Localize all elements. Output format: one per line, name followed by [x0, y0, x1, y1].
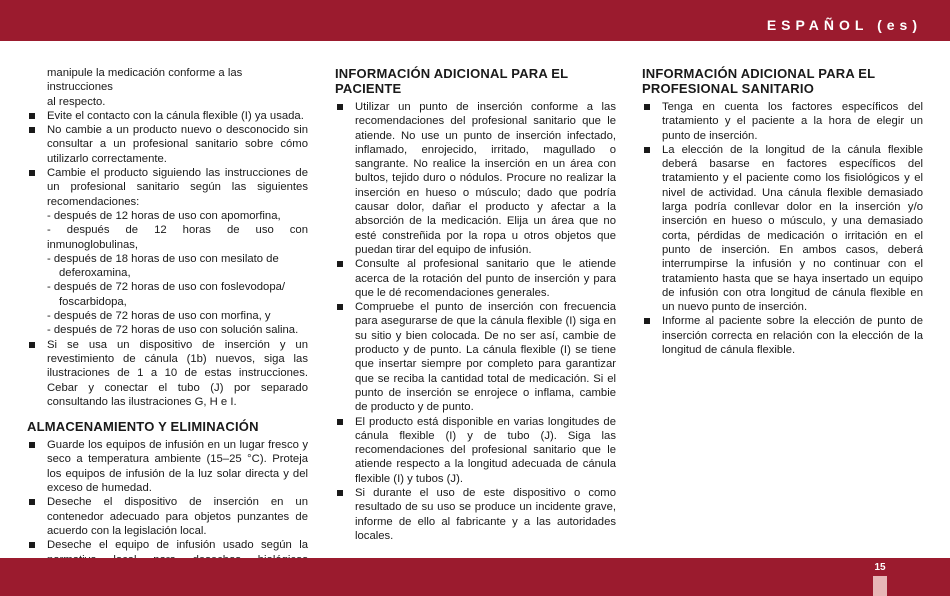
- page-number-tab: [873, 558, 887, 596]
- list-item: Guarde los equipos de infusión en un lugar fresco y seco a temperatura ambiente (15–25 °C). Proteja los equipos de infusión de la luz solar directa y del exceso de humedad.: [27, 438, 308, 495]
- footer-bar: [0, 558, 950, 596]
- list-item: Evite el contacto con la cánula flexible (I) ya usada.: [27, 109, 308, 123]
- professional-info-list: [642, 100, 923, 357]
- sub-item: - después de 12 horas de uso con inmunoglobulinas,: [47, 224, 308, 251]
- page-tab-marker: [873, 576, 887, 596]
- patient-info-list: [335, 100, 616, 543]
- intro-line: al respecto.: [47, 95, 106, 108]
- sub-item: - después de 72 horas de uso con foslevodopa/: [47, 281, 286, 294]
- sub-item: - después de 12 horas de uso con apomorfina,: [47, 209, 281, 222]
- column-middle: [335, 66, 616, 543]
- section-heading-professional: INFORMACIÓN ADICIONAL PARA EL PROFESIONAL SANITARIO: [642, 66, 876, 96]
- list-item: Deseche el equipo de infusión usado según la: [27, 538, 308, 581]
- list-item: Cambie el producto siguiendo las instrucciones de un profesional sanitario según las siguientes recomendaciones:: [27, 166, 308, 209]
- list-item: Si durante el uso de este dispositivo o como resultado de su uso se produce un incidente grave, informe de ello al fabricante y a las autoridades locales.: [335, 486, 616, 543]
- list-item: Deseche el dispositivo de inserción en un contenedor adecuado para objetos punzantes de acuerdo con la legislación local.: [27, 495, 308, 538]
- intro-continuation: [27, 66, 308, 109]
- list-item: Si se usa un dispositivo de inserción y un revestimiento de cánula (1b) nuevos, siga las ilustraciones de 1 a 10 de estas instrucciones. Cebar y conectar el tubo (J) por separado consultando las ilustraciones G, H e I.: [27, 338, 308, 409]
- language-label: ESPAÑOL (es): [766, 17, 922, 33]
- sub-item: deferoxamina,: [59, 267, 131, 280]
- sub-item: - después de 72 horas de uso con morfina, y: [47, 310, 271, 323]
- instructions-list: [27, 109, 308, 409]
- list-item: Tenga en cuenta los factores específicos del tratamiento y el paciente a la hora de elegir un punto de inserción.: [642, 100, 923, 143]
- list-item: Consulte al profesional sanitario que le atiende acerca de la rotación del punto de inserción y para que le dé recomendaciones generales.: [335, 257, 616, 300]
- intro-line: manipule la medicación conforme a las instrucciones: [47, 67, 243, 94]
- list-item: No cambie a un producto nuevo o desconocido sin consultar a un profesional sanitario sobre cómo utilizarlo correctamente.: [27, 123, 308, 166]
- list-item: Compruebe el punto de inserción con frecuencia para asegurarse de que la cánula flexible (I) siga en su sitio y bien colocada. De no ser así, cambie de producto y de punto. La cánula flexible (I) se tiene que insertar siempre por completo para garantizar que se reciba la cantidad total de medicación. Si el punto de inserción se enrojece o inflama, cambie de producto y de punto.: [335, 300, 616, 414]
- sub-item: foscarbidopa,: [59, 295, 127, 308]
- column-right: [642, 66, 923, 357]
- list-item: Informe al paciente sobre la elección de punto de inserción correcta en relación con la elección de la longitud de cánula flexible.: [642, 314, 923, 357]
- page-number: 15: [874, 562, 886, 573]
- list-item: Utilizar un punto de inserción conforme a las recomendaciones del profesional sanitario que le atiende. No use un punto de inserción infectado, inflamado, enrojecido, irritado, magullado o sangrante. No realice la inserción en un área con bultos, tejido duro o nódulos. Procure no realizar la inserción en hueso o músculo; dado que podría causar dolor, dañar el producto y afectar a la absorción de la medicación. Elija un área que no esté constreñida por la ropa u otros objetos que puedan tirar del equipo de infusión.: [335, 100, 616, 257]
- section-heading-storage: ALMACENAMIENTO Y ELIMINACIÓN: [27, 419, 259, 435]
- list-item: La elección de la longitud de la cánula flexible deberá basarse en factores específicos del tratamiento y el paciente como los fisiológicos y el nivel de actividad. Una cánula flexible demasiado larga podría conllevar dolor en la inserción y/o inserción en hueso o músculo, y una demasiado corta, pérdidas de medicación o irritación en el punto de inserción. En ambos casos, deberá interrumpirse la infusión y no continuar con el tratamiento hasta que se haya insertado un equipo de infusión con otra longitud de cánula flexible en un nuevo punto de inserción.: [642, 143, 923, 315]
- list-item: El producto está disponible en varias longitudes de cánula flexible (I) y de tubo (J). Siga las recomendaciones del profesional sanitario que le atiende respecto a la longitud adecuada de cánula flexible (I) y tubos (J).: [335, 415, 616, 486]
- sub-item: - después de 72 horas de uso con solución salina.: [47, 324, 299, 337]
- column-left: [27, 66, 308, 581]
- sub-item: - después de 18 horas de uso con mesilato de: [47, 252, 279, 265]
- header-bar: [0, 0, 950, 41]
- section-heading-patient: INFORMACIÓN ADICIONAL PARA EL PACIENTE: [335, 66, 569, 96]
